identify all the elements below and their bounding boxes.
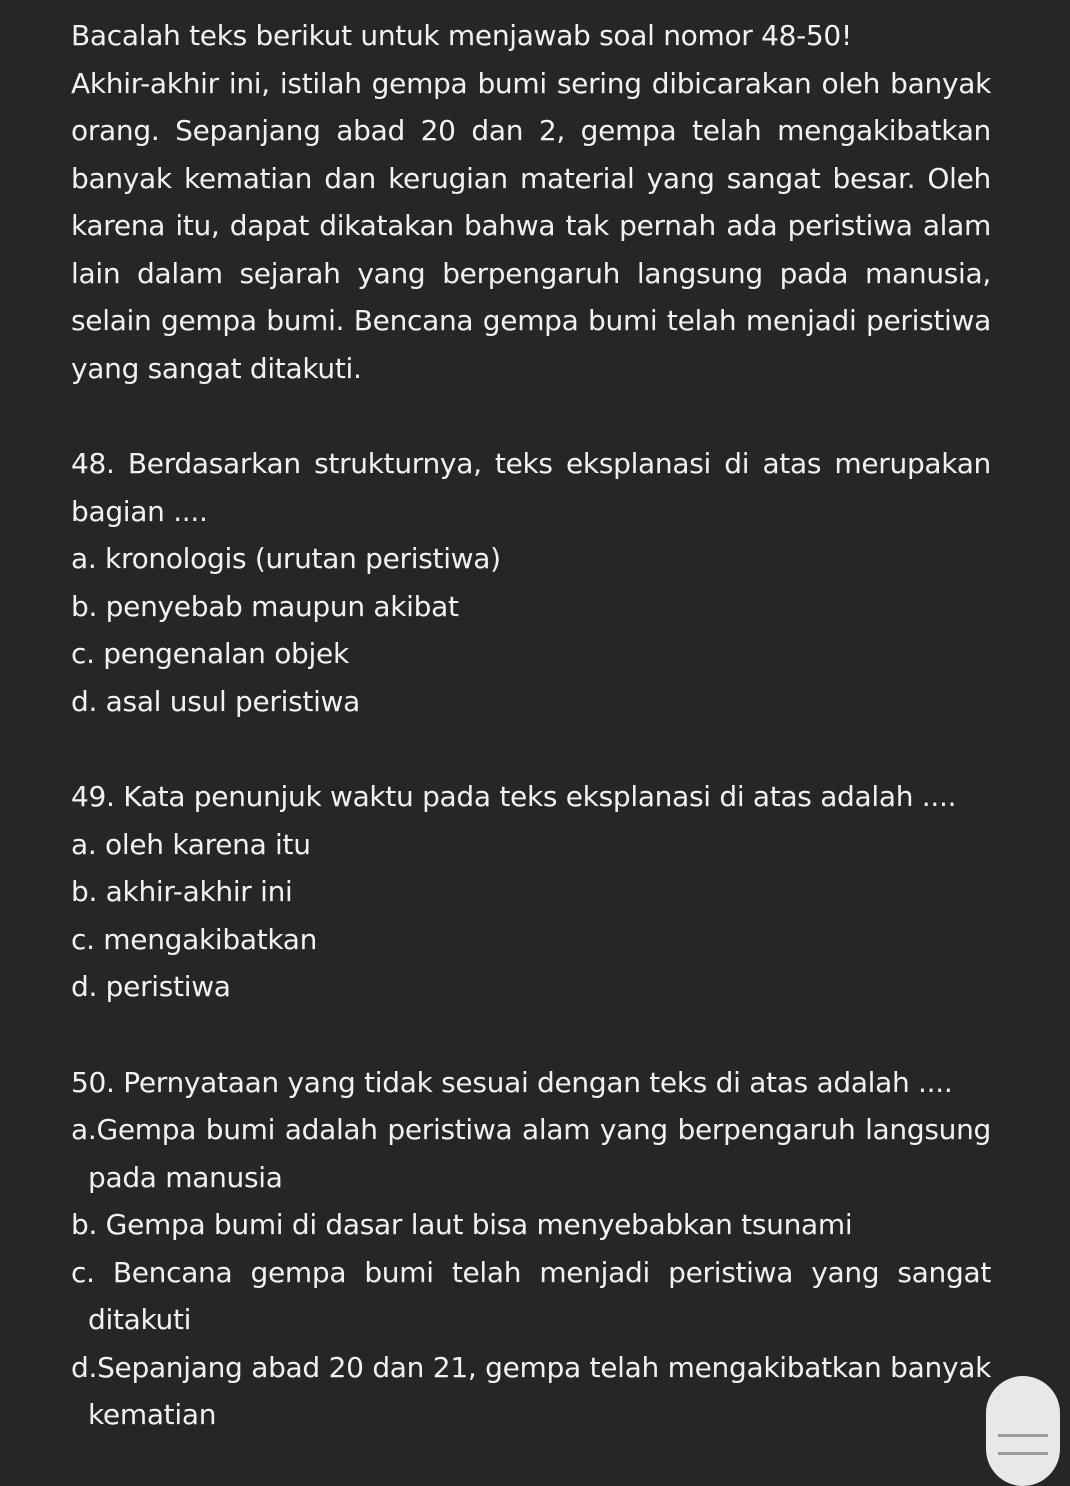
- option-a: a.Gempa bumi adalah peristiwa alam yang berpengaruh langsung pada manusia: [71, 1113, 991, 1194]
- question-50: [71, 1059, 991, 1439]
- floating-menu-button[interactable]: [986, 1376, 1060, 1486]
- option-c: c. mengakibatkan: [71, 922, 318, 956]
- option-b: b. penyebab maupun akibat: [71, 589, 459, 623]
- option-a: a. kronologis (urutan peristiwa): [71, 542, 501, 575]
- document-page: [71, 12, 991, 1439]
- question-text: 50. Pernyataan yang tidak sesuai dengan teks di atas adalah ....: [71, 1065, 953, 1099]
- option-d: d. asal usul peristiwa: [71, 684, 361, 718]
- option-a: a. oleh karena itu: [71, 827, 311, 861]
- option-d: d. peristiwa: [71, 970, 231, 1003]
- spacer: [71, 725, 991, 773]
- option-b: b. akhir-akhir ini: [71, 875, 293, 908]
- option-c: c. Bencana gempa bumi telah menjadi peristiwa yang sangat ditakuti: [71, 1255, 991, 1336]
- option-b: b. Gempa bumi di dasar laut bisa menyebabkan tsunami: [71, 1208, 853, 1241]
- option-c: c. pengenalan objek: [71, 637, 349, 670]
- question-text: 48. Berdasarkan strukturnya, teks eksplanasi di atas merupakan bagian ....: [71, 447, 991, 528]
- option-d: d.Sepanjang abad 20 dan 21, gempa telah mengakibatkan banyak kematian: [71, 1350, 991, 1431]
- spacer: [71, 1011, 991, 1059]
- passage-text: Akhir-akhir ini, istilah gempa bumi sering dibicarakan oleh banyak orang. Sepanjang abad 20 dan 2, gempa telah mengakibatkan banyak kematian dan kerugian material yang sangat besar. Oleh karena itu, dapat dikatakan bahwa tak pernah ada peristiwa alam lain dalam sejarah yang berpengaruh langsung pada manusia, selain gempa bumi. Bencana gempa bumi telah menjadi peristiwa yang sangat ditakuti.: [71, 66, 991, 385]
- instruction-text: Bacalah teks berikut untuk menjawab soal nomor 48-50!: [71, 19, 852, 52]
- question-48: [71, 440, 991, 725]
- question-text: 49. Kata penunjuk waktu pada teks eksplanasi di atas adalah ....: [71, 780, 957, 813]
- spacer: [71, 392, 991, 440]
- question-49: [71, 773, 991, 1011]
